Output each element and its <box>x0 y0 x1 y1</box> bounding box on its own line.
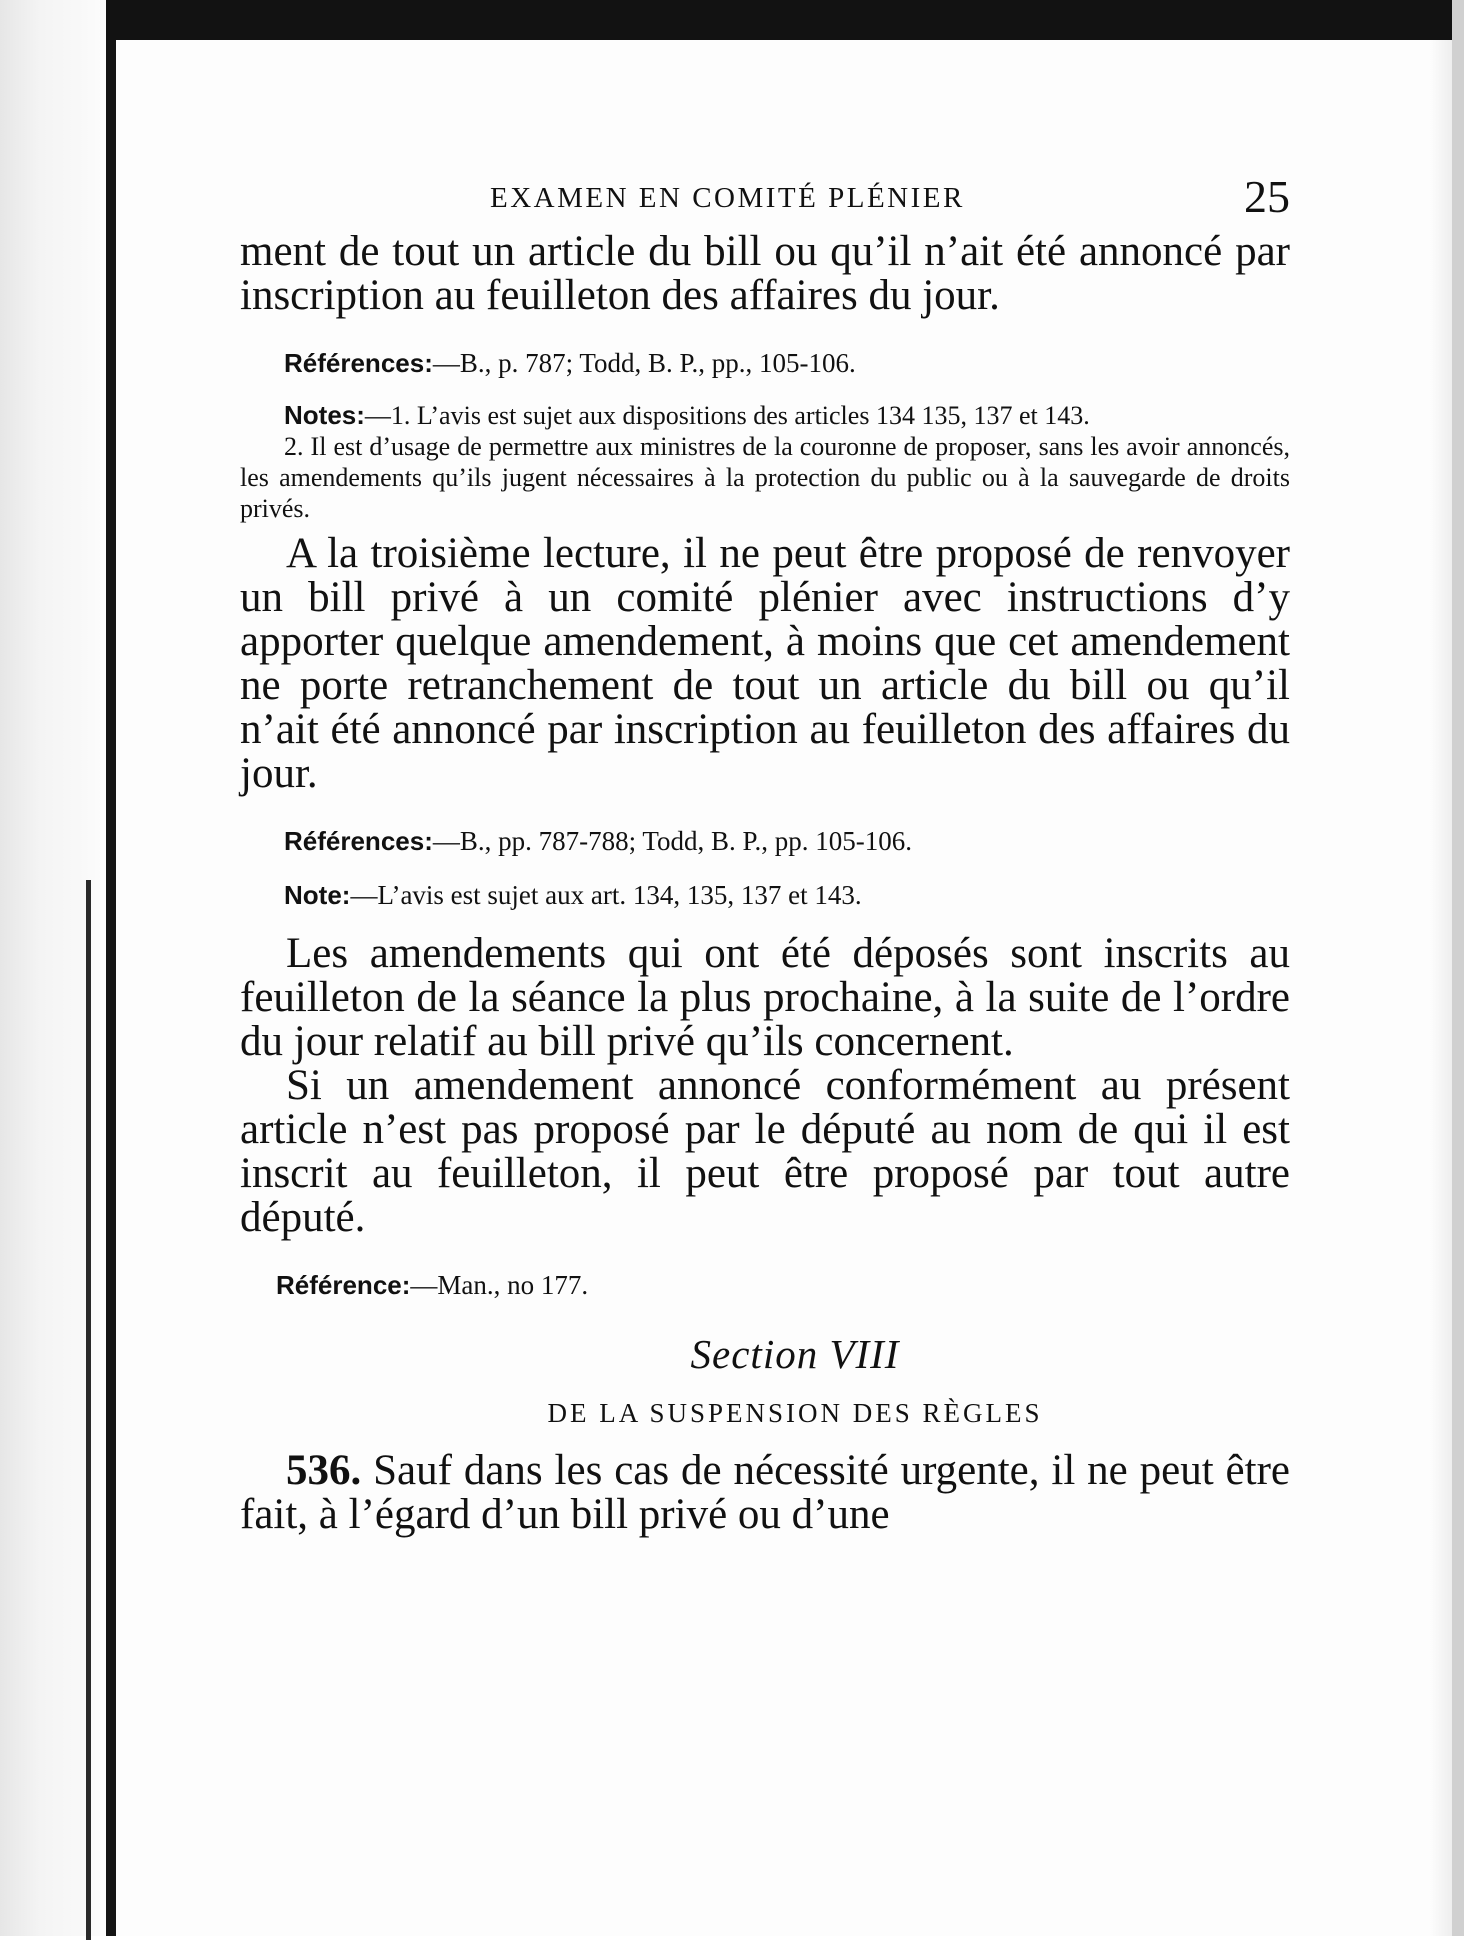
references-1 <box>284 346 1290 380</box>
note-item-1 <box>240 400 1290 431</box>
running-head <box>240 170 1290 230</box>
article-536 <box>240 1449 1290 1537</box>
paragraph-amendment-other-member: Si un amendement annoncé conformément au présent article n’est pas proposé par le député au nom de qui il est inscrit au feuilleton, il peut être proposé par tout autre député. <box>240 1062 1290 1241</box>
reference-text: —Man., no 177. <box>410 1270 589 1300</box>
note-item-2: 2. Il est d’usage de permettre aux ministres de la couronne de proposer, sans les avoir annoncés, les amendements qu’ils jugent nécessaires à la protection du public ou à la sauvegarde de droits privés. <box>240 432 1290 523</box>
notes-label: Notes: <box>284 400 365 430</box>
reference-label: Référence: <box>276 1270 411 1300</box>
paragraph-amendments-filed: Les amendements qui ont été déposés sont inscrits au feuilleton de la séance la plus prochaine, à la suite de l’ordre du jour relatif au bill privé qu’ils concernent. <box>240 930 1290 1065</box>
page-gutter <box>0 0 110 1936</box>
section-heading: DE LA SUSPENSION DES RÈGLES <box>547 1398 1043 1428</box>
binding-shadow <box>86 880 91 1940</box>
note-label: Note: <box>284 880 351 910</box>
paragraph-third-reading: A la troisième lecture, il ne peut être proposé de renvoyer un bill privé à un comité plénier avec instructions d’y apporter quelque amendement, à moins que cet amendement ne porte retranchement de tout un article du bill ou qu’il n’ait été annoncé par inscription au feuilleton des affaires du jour. <box>240 530 1290 797</box>
page-right-edge <box>1430 40 1452 1936</box>
references-label: Références: <box>284 826 433 856</box>
paragraph-continuation: ment de tout un article du bill ou qu’il n’ait été annoncé par inscription au feuilleton des affaires du jour. <box>240 228 1290 319</box>
section-title: Section VIII <box>690 1331 900 1377</box>
article-text: Sauf dans les cas de nécessité urgente, il ne peut être fait, à l’égard d’un bill privé ou d’une <box>240 1447 1290 1538</box>
notes-block <box>240 400 1290 524</box>
running-title: EXAMEN EN COMITÉ PLÉNIER <box>490 182 965 214</box>
note-text: —L’avis est sujet aux art. 134, 135, 137 et 143. <box>350 880 862 910</box>
article-number: 536. <box>286 1447 362 1494</box>
reference-3 <box>276 1268 1290 1302</box>
note-item-1-text: —1. L’avis est sujet aux dispositions des articles 134 135, 137 et 143. <box>364 401 1090 430</box>
page-number: 25 <box>1244 171 1290 222</box>
references-text: —B., p. 787; Todd, B. P., pp., 105-106. <box>432 348 856 378</box>
note-2 <box>284 878 1290 912</box>
references-text: —B., pp. 787-788; Todd, B. P., pp. 105-106. <box>432 826 913 856</box>
scan-right-border <box>1452 0 1464 1936</box>
references-label: Références: <box>284 348 433 378</box>
binding-edge <box>106 0 116 1936</box>
page-text <box>240 170 1290 1537</box>
scan-top-border <box>106 0 1464 40</box>
references-2 <box>284 824 1290 858</box>
